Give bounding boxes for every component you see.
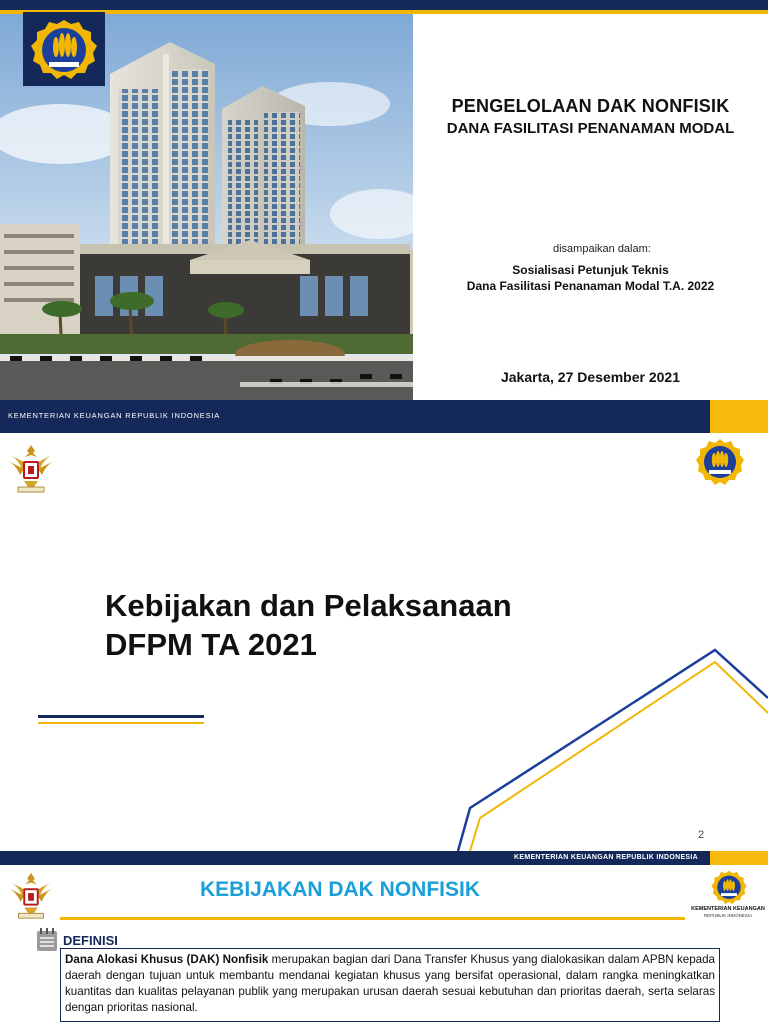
- ministry-emblem-icon: [23, 12, 105, 86]
- decorative-lines: [440, 638, 768, 851]
- top-bar-navy: [0, 0, 768, 10]
- event-line-2: Dana Fasilitasi Penanaman Modal T.A. 2022: [466, 279, 715, 293]
- section-title-line-2: DFPM TA 2021: [105, 627, 317, 662]
- cover-subtitle: DANA FASILITASI PENANAMAN MODAL: [446, 120, 735, 137]
- slide-cover: [0, 0, 768, 433]
- garuda-emblem-icon: [6, 441, 56, 495]
- accent-line-gold: [38, 722, 204, 724]
- cover-title: PENGELOLAAN DAK NONFISIK: [451, 96, 730, 116]
- notepad-icon: [34, 927, 60, 953]
- definition-label: DEFINISI: [63, 933, 118, 948]
- title-underline: [60, 917, 685, 920]
- presented-label: disampaikan dalam:: [553, 243, 651, 255]
- logo-caption-2: REPUBLIK INDONESIA: [703, 913, 753, 918]
- top-bar-text: KEMENTERIAN KEUANGAN REPUBLIK INDONESIA: [514, 854, 698, 861]
- ministry-emblem-icon: [710, 869, 748, 907]
- slide-policy: [0, 851, 768, 1024]
- policy-title: KEBIJAKAN DAK NONFISIK: [199, 878, 480, 901]
- definition-text: merupakan bagian dari Dana Transfer Khusus yang dialokasikan dalam APBN kepada daerah dengan tujuan untuk membantu mendanai kegiatan khusus yang bersifat operasional, dalam rangka meningkatkan kuantitas dan kualitas pelayanan publik yang merupakan urusan daerah sesuai kebutuhan dan prioritas daerah, serta selaras dengan prioritas nasional.: [65, 953, 715, 1014]
- top-bar-gold: [710, 851, 768, 865]
- event-line-1: Sosialisasi Petunjuk Teknis: [512, 263, 669, 277]
- section-title-line-1: Kebijakan dan Pelaksanaan: [105, 588, 512, 623]
- footer-text: KEMENTERIAN KEUANGAN REPUBLIK INDONESIA: [8, 411, 221, 420]
- accent-line-navy: [38, 715, 204, 718]
- garuda-emblem-icon: [6, 869, 56, 921]
- cover-date: Jakarta, 27 Desember 2021: [500, 369, 681, 385]
- definition-term: Dana Alokasi Khusus (DAK) Nonfisik: [65, 953, 269, 966]
- slide-section-title: [0, 433, 768, 851]
- ministry-logo: [23, 12, 105, 86]
- definition-box: [60, 948, 720, 1022]
- page-number: 2: [698, 829, 705, 841]
- footer-bar-gold: [710, 400, 768, 433]
- logo-caption-1: KEMENTERIAN KEUANGAN: [691, 906, 765, 912]
- ministry-emblem-icon: [694, 437, 746, 489]
